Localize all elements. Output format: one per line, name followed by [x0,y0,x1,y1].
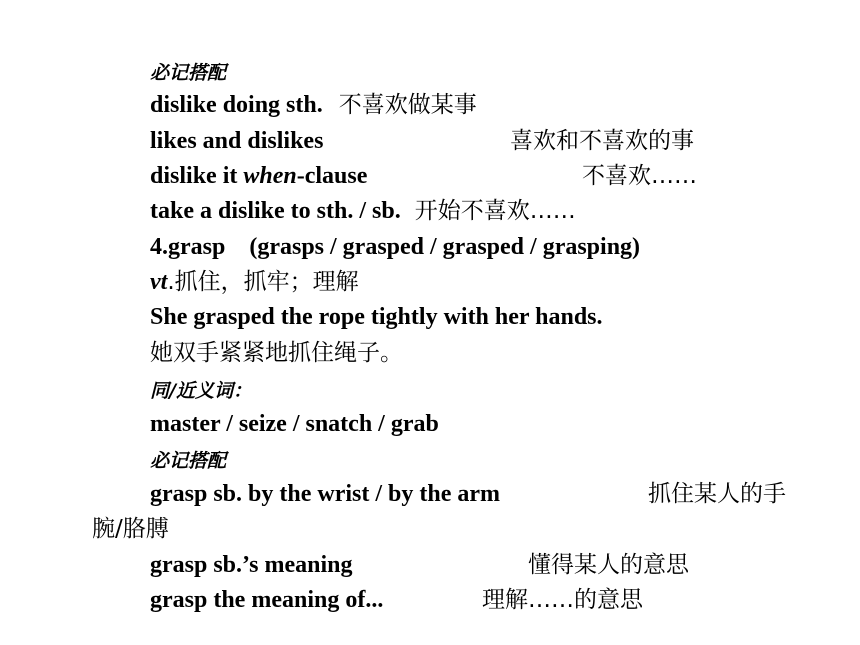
phrase-line [150,550,689,580]
phrase-en: grasp sb. by the wrist / by the arm [150,481,501,507]
phrase-cn: 开始不喜欢…… [414,198,576,224]
phrase-cn: 不喜欢…… [582,163,697,189]
phrase-line [150,126,694,156]
heading-synonyms: 同/近义词： [150,380,252,402]
synonyms-list: master / seize / snatch / grab [150,411,439,437]
phrase-cn: 抓住某人的手 [648,481,786,507]
phrase-line [150,585,643,615]
example-sentence: She grasped the rope tightly with her hands. [150,304,603,330]
phrase-cn: 不喜欢做某事 [338,92,477,118]
phrase-en: grasp sb.’s meaning [150,552,353,578]
heading-collocations: 必记搭配 [150,450,227,472]
phrase-line [150,90,477,120]
word-entry-grasp: 4.grasp (grasps / grasped / grasped / grasping) [150,234,641,260]
phrase-en: dislike doing sth. [150,92,323,118]
heading-collocations: 必记搭配 [150,62,227,84]
phrase-line [150,479,786,509]
phrase-cn-continued: 腕/胳膊 [92,516,169,542]
phrase-line [150,161,697,191]
example-translation: 她双手紧紧地抓住绳子。 [150,340,403,366]
phrase-en: likes and dislikes [150,128,324,154]
phrase-en: grasp the meaning of... [150,587,384,613]
phrase-line [150,196,576,226]
phrase-en: dislike it when-clause [150,163,368,189]
definition-line: vt.抓住，抓牢；理解 [150,269,359,295]
phrase-cn: 理解……的意思 [482,587,643,613]
phrase-en: take a dislike to sth. / sb. [150,198,401,224]
phrase-cn: 喜欢和不喜欢的事 [510,128,694,154]
phrase-cn: 懂得某人的意思 [528,552,689,578]
